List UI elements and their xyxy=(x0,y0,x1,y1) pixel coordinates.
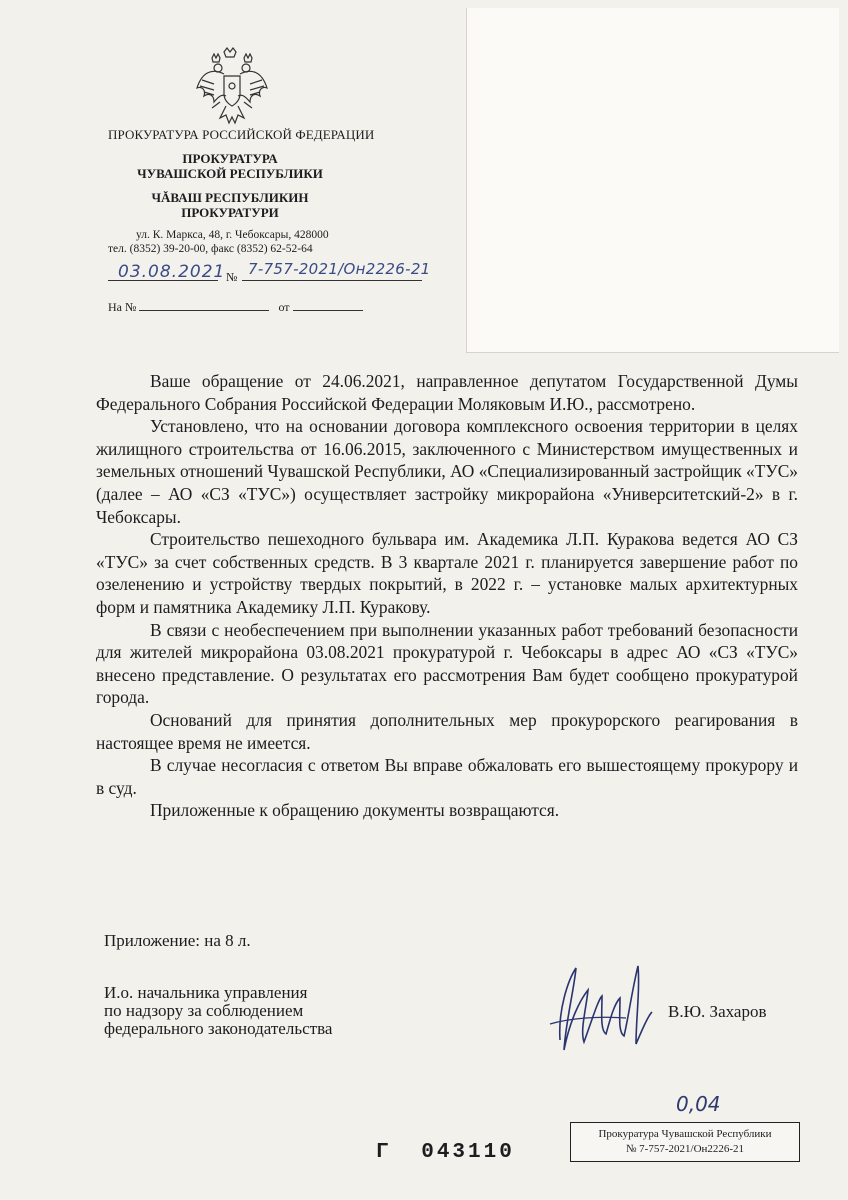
letter-body xyxy=(96,370,798,822)
coat-of-arms-icon xyxy=(194,46,270,128)
signatory-name: В.Ю. Захаров xyxy=(668,1002,767,1021)
phones: тел. (8352) 39-20-00, факс (8352) 62-52-64 xyxy=(108,243,313,255)
paragraph: Приложенные к обращению документы возвращаются. xyxy=(150,800,560,821)
signature-icon xyxy=(540,960,670,1070)
position-line2: по надзору за соблюдением xyxy=(104,1001,304,1020)
serial-digits: 043110 xyxy=(421,1141,515,1164)
incoming-label: На № xyxy=(108,300,137,314)
paragraph: В случае несогласия с ответом Вы вправе обжаловать его вышестоящему прокурору и в суд. xyxy=(96,755,798,798)
org-name-cv-line2: ПРОКУРАТУРИ xyxy=(181,205,279,220)
org-name-ru xyxy=(130,151,330,181)
address: ул. К. Маркса, 48, г. Чебоксары, 428000 xyxy=(136,229,329,241)
from-date-blank xyxy=(293,310,363,311)
incoming-reference xyxy=(108,300,363,315)
number-underline xyxy=(242,280,422,281)
stamp-line1: Прокуратура Чувашской Республики xyxy=(598,1128,772,1140)
number-label: № xyxy=(226,270,238,284)
org-name-ru-line2: ЧУВАШСКОЙ РЕСПУБЛИКИ xyxy=(137,166,323,181)
position-line3: федерального законодательства xyxy=(104,1019,333,1038)
org-name-cv-line1: ЧĂВАШ РЕСПУБЛИКИН xyxy=(151,190,309,205)
serial-number xyxy=(376,1141,515,1164)
incoming-number-blank xyxy=(139,310,269,311)
org-name-cv xyxy=(130,190,330,220)
signatory-position xyxy=(104,984,424,1038)
position-line1: И.о. начальника управления xyxy=(104,983,308,1002)
number-handwritten: 7-757-2021/Он2226-21 xyxy=(248,260,431,278)
stamp-line2: № 7-757-2021/Он2226-21 xyxy=(625,1143,745,1155)
paragraph: Установлено, что на основании договора комплексного освоения территории в целях жилищного строительства от 16.06.2015, заключенного с Министерством имущественных и земельных отношений Чувашской Республики, АО «Специализированный застройщик «ТУС» (далее – АО «СЗ «ТУС») осуществляет застройку микрорайона «Университетский-2» в г. Чебоксары. xyxy=(96,416,798,527)
paragraph: Ваше обращение от 24.06.2021, направленное депутатом Государственной Думы Федерального Собрания Российской Федерации Моляковым И.Ю., рассмотрено. xyxy=(96,371,798,414)
from-label: от xyxy=(278,300,290,314)
serial-letter: Г xyxy=(376,1141,392,1164)
org-name-ru-line1: ПРОКУРАТУРА xyxy=(182,151,278,166)
registration-stamp xyxy=(570,1122,800,1162)
paragraph: Оснований для принятия дополнительных мер прокурорского реагирования в настоящее время не имеется. xyxy=(96,709,798,753)
outgoing-reference xyxy=(108,260,431,286)
page-number-handwritten: 0,04 xyxy=(676,1092,721,1116)
paragraph: Строительство пешеходного бульвара им. Академика Л.П. Куракова ведется АО СЗ «ТУС» за счет собственных средств. В 3 квартале 2021 г. планируется завершение работ по озеленению и устройству твердых покрытий, в 2022 г. – установке малых архитектурных форм и памятника Академику Л.П. Куракову. xyxy=(96,529,798,617)
blank-sticker-area xyxy=(466,8,839,353)
attachment-note: Приложение: на 8 л. xyxy=(104,931,251,950)
date-underline xyxy=(108,280,218,281)
paragraph: В связи с необеспечением при выполнении указанных работ требований безопасности для жителей микрорайона 03.08.2021 прокуратурой г. Чебоксары в адрес АО «СЗ «ТУС» внесено представление. О результатах его рассмотрения Вам будет сообщено прокуратурой города. xyxy=(96,619,798,708)
date-handwritten: 03.08.2021 xyxy=(118,262,226,282)
prosecutor-office-rf: ПРОКУРАТУРА РОССИЙСКОЙ ФЕДЕРАЦИИ xyxy=(108,127,375,142)
